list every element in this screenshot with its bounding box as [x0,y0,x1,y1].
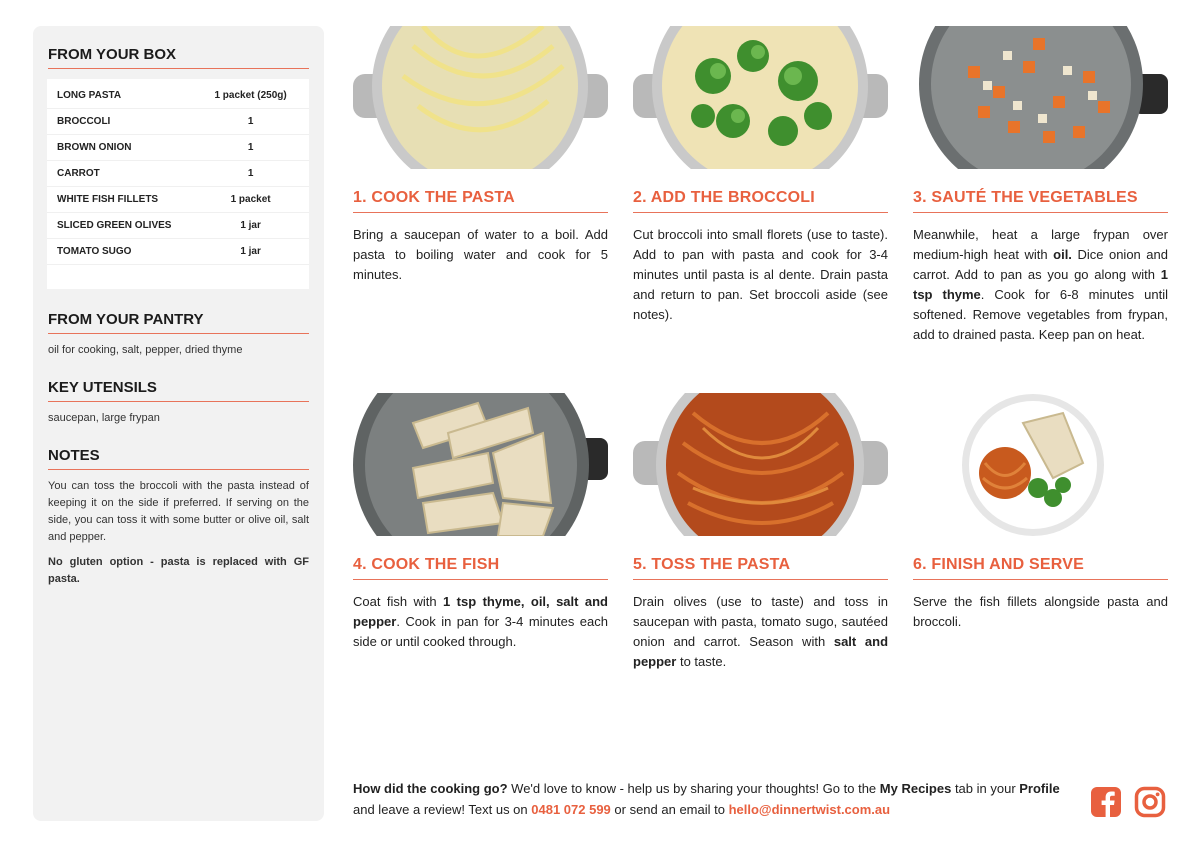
footer-text-3: and leave a review! Text us on [353,802,532,817]
utensils-title: KEY UTENSILS [48,379,309,402]
instagram-icon[interactable] [1134,786,1166,818]
my-recipes-link[interactable]: My Recipes [879,781,952,796]
instruction-text: Meanwhile, heat a large frypan over medium-high heat with [913,227,1168,262]
ingredient-qty: 1 [247,142,254,153]
pantry-title: FROM YOUR PANTRY [48,311,309,334]
step-5-instructions [633,592,888,672]
ingredient-qty: 1 packet (250g) [214,90,287,101]
ingredient-name: BROWN ONION [57,142,132,153]
step-1-instructions [353,225,608,285]
step-5-photo [633,393,888,536]
instruction-text: . Cook in pan for 3-4 minutes each side or until cooked through. [353,614,608,649]
step-6-title: 6. FINISH AND SERVE [913,556,1168,580]
ingredient-name: BROCCOLI [57,116,111,127]
step-6-instructions [913,592,1168,632]
footer-text-1: We'd love to know - help us by sharing your thoughts! Go to the [507,781,880,796]
instruction-emphasis: salt and pepper [633,634,889,669]
step-4-title: 4. COOK THE FISH [353,556,608,580]
step-2-photo [633,26,888,169]
instruction-text: Coat fish with [353,594,444,609]
instruction-text: . Cook for 6-8 minutes until softened. Remove vegetables from frypan, add to drained pasta. Keep pan on heat. [913,287,1168,342]
step-5-title: 5. TOSS THE PASTA [633,556,888,580]
step-4-photo [353,393,608,536]
table-row [47,83,309,109]
email-link[interactable]: hello@dinnertwist.com.au [728,802,891,817]
ingredient-qty: 1 jar [240,220,261,231]
ingredient-qty: 1 [247,116,254,127]
notes-text: You can toss the broccoli with the pasta instead of keeping it on the side if preferred. If serving on the side, you can toss it with some butter or olive oil, salt and pepper. [48,480,309,543]
notes-gluten-free: No gluten option - pasta is replaced with GF pasta. [48,556,309,585]
sidebar [33,26,324,821]
step-1-title: 1. COOK THE PASTA [353,189,608,213]
ingredient-name: LONG PASTA [57,90,122,101]
instruction-emphasis: 1 tsp thyme, oil, salt and pepper [353,594,608,629]
step-3-title: 3. SAUTÉ THE VEGETABLES [913,189,1168,213]
footer-text-2: tab in your [951,781,1020,796]
box-ingredients-table [47,79,309,289]
table-row [47,161,309,187]
instruction-text: Cut broccoli into small florets (use to taste). Add to pan with pasta and cook for 3-4 minutes until pasta is al dente. Drain pasta and return to pan. Set broccoli aside (see notes). [633,227,888,322]
phone-number-link[interactable]: 0481 072 599 [531,802,611,817]
ingredient-qty: 1 packet [230,194,271,205]
step-2-title: 2. ADD THE BROCCOLI [633,189,888,213]
profile-link[interactable]: Profile [1019,781,1060,796]
instruction-text: Bring a saucepan of water to a boil. Add pasta to boiling water and cook for 5 minutes. [353,227,608,282]
step-2 [633,26,888,325]
instruction-text: Dice onion and carrot. Add to pan as you go along with [913,247,1168,282]
ingredient-name: TOMATO SUGO [57,246,132,257]
step-1-photo [353,26,608,169]
instruction-emphasis: 1 tsp thyme [913,267,1168,302]
table-row [47,239,309,265]
instruction-text: Drain olives (use to taste) and toss in saucepan with pasta, tomato sugo, sautéed onion and carrot. Season with [633,594,888,649]
notes-title: NOTES [48,447,309,470]
facebook-icon[interactable] [1090,786,1122,818]
ingredient-name: CARROT [57,168,100,179]
step-3-instructions [913,225,1168,345]
instruction-text: Serve the fish fillets alongside pasta and broccoli. [913,594,1168,629]
ingredient-qty: 1 [247,168,254,179]
footer-text-4: or send an email to [610,802,729,817]
table-row [47,135,309,161]
instruction-emphasis: oil. [1053,247,1072,262]
step-3-photo [913,26,1168,169]
table-row [47,187,309,213]
utensils-text: saucepan, large frypan [48,412,160,424]
step-6 [913,393,1168,632]
step-2-instructions [633,225,888,325]
pantry-text: oil for cooking, salt, pepper, dried thyme [48,344,243,356]
step-6-photo [913,393,1168,536]
feedback-footer [353,778,1073,820]
ingredient-name: SLICED GREEN OLIVES [57,220,172,231]
table-row [47,109,309,135]
step-1 [353,26,608,285]
step-4-instructions [353,592,608,652]
ingredient-name: WHITE FISH FILLETS [57,194,159,205]
ingredient-qty: 1 jar [240,246,261,257]
step-3 [913,26,1168,345]
step-5 [633,393,888,672]
footer-question: How did the cooking go? [353,781,508,796]
step-4 [353,393,608,652]
box-title: FROM YOUR BOX [48,46,309,69]
instruction-text: to taste. [676,654,727,669]
table-row [47,213,309,239]
